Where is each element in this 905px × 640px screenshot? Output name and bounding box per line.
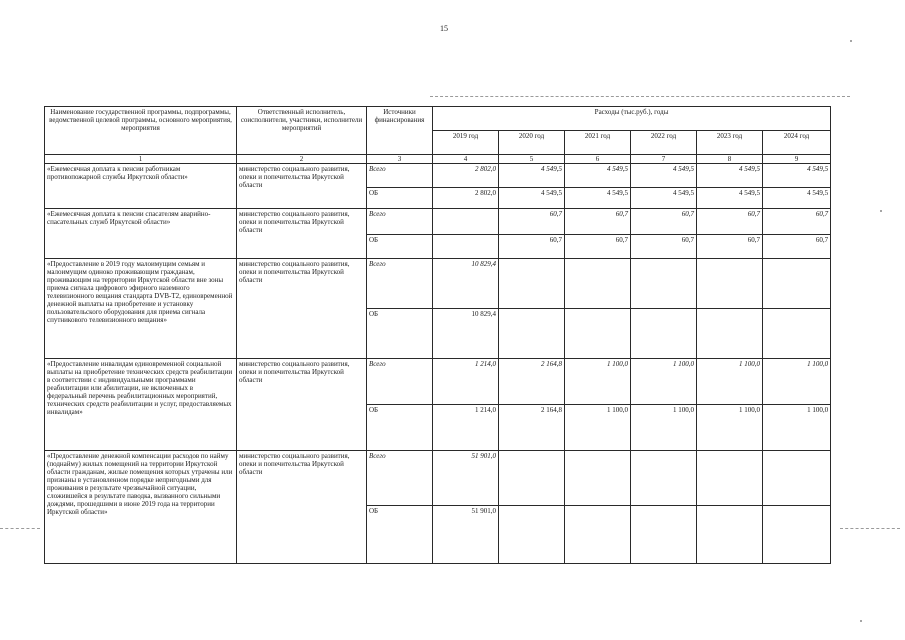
value-total bbox=[433, 209, 499, 235]
scan-artifact-line bbox=[430, 96, 850, 97]
value-ob: 4 549,5 bbox=[763, 188, 831, 209]
measure-executor: министерство социального развития, опеки и попечительства Иркутской области bbox=[237, 451, 367, 564]
value-ob: 1 100,0 bbox=[697, 405, 763, 451]
value-total: 1 100,0 bbox=[763, 359, 831, 405]
value-total bbox=[697, 451, 763, 506]
column-number: 6 bbox=[565, 155, 631, 164]
scan-speck bbox=[880, 210, 882, 212]
value-total: 1 214,0 bbox=[433, 359, 499, 405]
measure-name: «Предоставление в 2019 году малоимущим семьям и малоимущим одиноко проживающим гражданам, проживающим на территории Иркутской области вне зоны приема сигнала цифрового эфирного наземного телевизионного вещания стандарта DVB-T2, единовременной денежной выплаты на приобретение и установку пользовательского оборудования для приема сигнала спутникового телевизионного вещания» bbox=[45, 259, 237, 359]
scan-artifact-line bbox=[0, 528, 40, 529]
value-ob: 4 549,5 bbox=[697, 188, 763, 209]
column-number: 1 bbox=[45, 155, 237, 164]
header-expenses: Расходы (тыс.руб.), годы bbox=[433, 107, 831, 131]
scan-speck bbox=[850, 40, 852, 42]
value-ob: 4 549,5 bbox=[565, 188, 631, 209]
value-ob: 1 100,0 bbox=[565, 405, 631, 451]
value-ob: 4 549,5 bbox=[631, 188, 697, 209]
header-year: 2019 год bbox=[433, 131, 499, 155]
measure-name: «Предоставление инвалидам единовременной социальной выплаты на приобретение технических средств реабилитации в соответствии с индивидуальными программами реабилитации или абилитации, не включенных в федеральный перечень реабилитационных мероприятий, технических средств реабилитации и услуг, предоставляемых инвалидам» bbox=[45, 359, 237, 451]
source-ob: ОБ bbox=[367, 506, 433, 564]
value-total: 4 549,5 bbox=[763, 164, 831, 188]
value-total bbox=[631, 259, 697, 309]
header-year: 2020 год bbox=[499, 131, 565, 155]
value-total bbox=[631, 451, 697, 506]
header-executor: Ответственный исполнитель, соисполнители, участники, исполнители мероприятий bbox=[237, 107, 367, 155]
value-total: 2 164,8 bbox=[499, 359, 565, 405]
value-ob: 60,7 bbox=[565, 235, 631, 259]
table-row bbox=[45, 451, 831, 506]
value-ob: 2 802,0 bbox=[433, 188, 499, 209]
column-number: 8 bbox=[697, 155, 763, 164]
header-source: Источники финансирования bbox=[367, 107, 433, 155]
value-total: 60,7 bbox=[763, 209, 831, 235]
value-total bbox=[763, 259, 831, 309]
value-ob bbox=[631, 309, 697, 359]
value-total: 10 829,4 bbox=[433, 259, 499, 309]
value-ob bbox=[499, 506, 565, 564]
source-total: Всего bbox=[367, 209, 433, 235]
value-ob: 60,7 bbox=[763, 235, 831, 259]
source-ob: ОБ bbox=[367, 309, 433, 359]
value-ob bbox=[631, 506, 697, 564]
value-total bbox=[763, 451, 831, 506]
value-total: 1 100,0 bbox=[565, 359, 631, 405]
header-year: 2024 год bbox=[763, 131, 831, 155]
column-number: 2 bbox=[237, 155, 367, 164]
column-number: 9 bbox=[763, 155, 831, 164]
measure-executor: министерство социального развития, опеки и попечительства Иркутской области bbox=[237, 164, 367, 209]
column-number: 7 bbox=[631, 155, 697, 164]
value-ob: 60,7 bbox=[697, 235, 763, 259]
measure-name: «Ежемесячная доплата к пенсии работникам противопожарной службы Иркутской области» bbox=[45, 164, 237, 209]
header-name: Наименование государственной программы, подпрограммы, ведомственной целевой программы, основного мероприятия, мероприятия bbox=[45, 107, 237, 155]
value-ob bbox=[565, 309, 631, 359]
source-total: Всего bbox=[367, 359, 433, 405]
value-total bbox=[565, 259, 631, 309]
value-ob bbox=[763, 309, 831, 359]
value-ob bbox=[433, 235, 499, 259]
page-number: 15 bbox=[440, 24, 448, 33]
measure-name: «Ежемесячная доплата к пенсии спасателям аварийно-спасательных служб Иркутской области» bbox=[45, 209, 237, 259]
value-ob bbox=[697, 506, 763, 564]
value-total bbox=[697, 259, 763, 309]
value-ob: 4 549,5 bbox=[499, 188, 565, 209]
source-total: Всего bbox=[367, 451, 433, 506]
measure-executor: министерство социального развития, опеки и попечительства Иркутской области bbox=[237, 359, 367, 451]
value-total bbox=[499, 451, 565, 506]
value-total bbox=[499, 259, 565, 309]
value-total: 60,7 bbox=[697, 209, 763, 235]
value-total: 60,7 bbox=[565, 209, 631, 235]
value-total: 4 549,5 bbox=[565, 164, 631, 188]
value-total: 4 549,5 bbox=[631, 164, 697, 188]
value-ob: 1 214,0 bbox=[433, 405, 499, 451]
scan-artifact-line bbox=[840, 528, 900, 529]
value-total bbox=[565, 451, 631, 506]
value-total: 60,7 bbox=[499, 209, 565, 235]
header-year: 2021 год bbox=[565, 131, 631, 155]
value-total: 1 100,0 bbox=[631, 359, 697, 405]
value-ob: 1 100,0 bbox=[631, 405, 697, 451]
value-total: 4 549,5 bbox=[499, 164, 565, 188]
table-row bbox=[45, 259, 831, 309]
column-number: 5 bbox=[499, 155, 565, 164]
measure-executor: министерство социального развития, опеки и попечительства Иркутской области bbox=[237, 259, 367, 359]
table-row bbox=[45, 164, 831, 188]
table-row bbox=[45, 359, 831, 405]
value-total: 2 802,0 bbox=[433, 164, 499, 188]
column-number: 4 bbox=[433, 155, 499, 164]
value-ob bbox=[763, 506, 831, 564]
scan-speck bbox=[860, 620, 862, 622]
value-ob bbox=[565, 506, 631, 564]
value-ob bbox=[499, 309, 565, 359]
header-year: 2022 год bbox=[631, 131, 697, 155]
value-ob: 60,7 bbox=[631, 235, 697, 259]
source-ob: ОБ bbox=[367, 188, 433, 209]
value-total: 60,7 bbox=[631, 209, 697, 235]
value-total: 51 901,0 bbox=[433, 451, 499, 506]
column-number: 3 bbox=[367, 155, 433, 164]
source-total: Всего bbox=[367, 259, 433, 309]
table-row bbox=[45, 209, 831, 235]
value-ob: 60,7 bbox=[499, 235, 565, 259]
header-year: 2023 год bbox=[697, 131, 763, 155]
value-ob: 10 829,4 bbox=[433, 309, 499, 359]
value-total: 4 549,5 bbox=[697, 164, 763, 188]
value-ob: 1 100,0 bbox=[763, 405, 831, 451]
measure-name: «Предоставление денежной компенсации расходов по найму (поднайму) жилых помещений на территории Иркутской области гражданам, жилые помещения которых утрачены или признаны в установленном порядке непригодными для проживания в результате чрезвычайной ситуации, сложившейся в результате паводка, вызванного сильными дождями, прошедшими в июне 2019 года на территории Иркутской области» bbox=[45, 451, 237, 564]
value-total: 1 100,0 bbox=[697, 359, 763, 405]
source-ob: ОБ bbox=[367, 405, 433, 451]
source-total: Всего bbox=[367, 164, 433, 188]
source-ob: ОБ bbox=[367, 235, 433, 259]
measure-executor: министерство социального развития, опеки и попечительства Иркутской области bbox=[237, 209, 367, 259]
value-ob: 51 901,0 bbox=[433, 506, 499, 564]
value-ob bbox=[697, 309, 763, 359]
value-ob: 2 164,8 bbox=[499, 405, 565, 451]
expenses-table bbox=[44, 106, 831, 564]
